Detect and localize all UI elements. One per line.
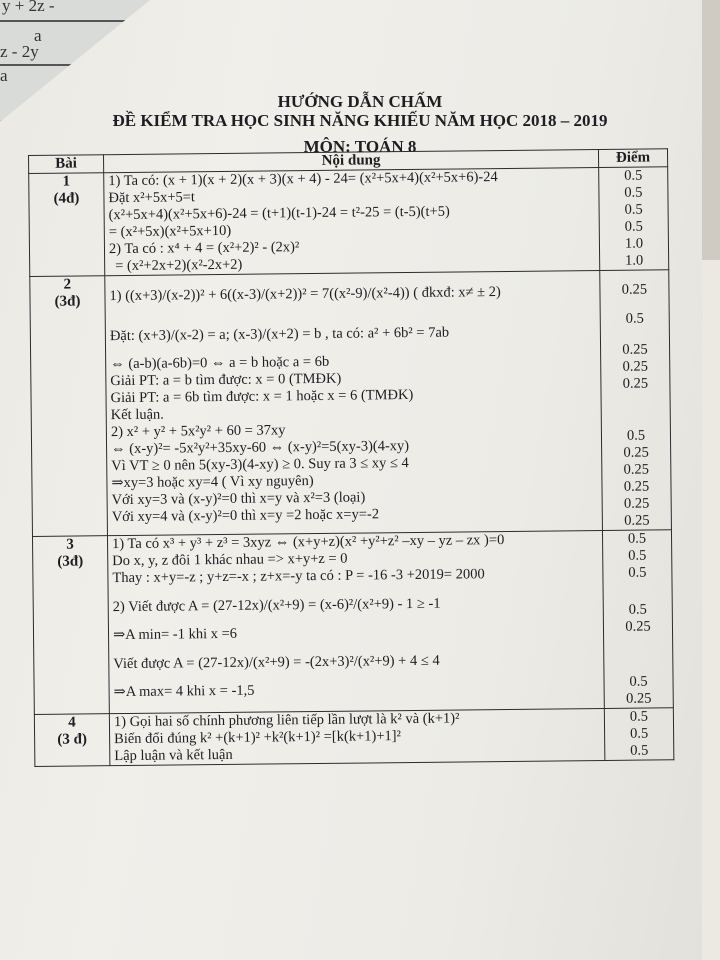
solution-line: ⇔ (x-y)²= -5x²y²+35xy-60 ⇔ (x-y)²=5(xy-3)(4-xy)	[111, 438, 410, 458]
solution-content	[109, 708, 605, 765]
solution-line: Đặt x²+5x+5=t	[108, 189, 196, 207]
table-row-bai-2	[30, 270, 672, 537]
points-value: 0.5	[624, 184, 643, 201]
points-value: 0.5	[624, 201, 643, 218]
points-value: 0.25	[623, 444, 649, 461]
solution-line: Lập luận và kết luận	[114, 746, 233, 765]
solution-line: ⇒A max= 4 khi x = -1,5	[113, 682, 255, 701]
solution-line: (x²+5x+4)(x²+5x+6)-24 = (t+1)(t-1)-24 = t²-25 = (t-5)(t+5)	[108, 203, 450, 224]
solution-line: ⇒xy=3 hoặc xy=4 ( Vì xy nguyên)	[111, 473, 314, 492]
points-cell	[599, 167, 669, 271]
doc-subtitle: ĐỀ KIỂM TRA HỌC SINH NĂNG KHIẾU NĂM HỌC 2018 – 2019	[112, 111, 608, 130]
problem-number-cell	[30, 276, 108, 537]
solution-line: Viết được A = (27-12x)/(x²+9) = -(2x+3)²/(x²+9) + 4 ≤ 4	[113, 652, 440, 673]
solution-line: Đặt: (x+3)/(x-2) = a; (x-3)/(x+2) = b , ta có: a² + 6b² = 7ab	[109, 324, 450, 345]
points-value: 0.5	[628, 564, 647, 581]
problem-max-points: (3đ)	[54, 293, 81, 310]
points-value: 0.5	[624, 167, 643, 184]
points-value: 0.25	[621, 281, 648, 298]
table-row-bai-1	[29, 167, 669, 277]
fragment-text: z - 2y	[0, 42, 39, 61]
solution-line: Giải PT: a = b tìm được: x = 0 (TMĐK)	[110, 370, 342, 390]
col-header-diem: Điểm	[598, 149, 667, 168]
col-header-noi-dung: Nội dung	[104, 150, 599, 173]
solution-line: Biến đổi đúng k² +(k+1)² +k²(k+1)² =[k(k+1)+1]²	[114, 728, 401, 748]
problem-number: 1	[62, 173, 71, 190]
solution-line: 2) Viết được A = (27-12x)/(x²+9) = (x-6)²/(x²+9) - 1 ≥ -1	[112, 595, 441, 616]
solution-line: 1) Ta có x³ + y³ + z³ = 3xyz ⇔ (x+y+z)(x² +y²+z² –xy – yz – zx )=0	[111, 532, 505, 553]
doc-subject: MÔN: TOÁN 8	[303, 137, 417, 156]
solution-line: Thay : x+y=-z ; y+z=-x ; z+x=-y ta có : P = -16 -3 +2019= 2000	[112, 566, 485, 587]
problem-max-points: (4đ)	[53, 190, 80, 207]
points-cell	[602, 530, 673, 709]
solution-line: Kết luận.	[110, 406, 164, 424]
points-value: 0.5	[626, 427, 646, 444]
solution-line: ⇒A min= -1 khi x =6	[112, 625, 238, 644]
problem-max-points: (3 đ)	[57, 731, 88, 748]
points-value: 0.5	[630, 742, 649, 759]
points-value: 0.5	[628, 601, 647, 618]
solution-line: 1) ((x+3)/(x-2))² + 6((x-3)/(x+2))² = 7((x²-9)/(x²-4)) ( đkxđ: x≠ ± 2)	[109, 284, 501, 305]
problem-number: 3	[66, 536, 74, 553]
solution-line: = (x²+2x+2)(x²-2x+2)	[115, 256, 243, 275]
points-value: 0.5	[627, 530, 647, 547]
solution-line: 1) Gọi hai số chính phương liên tiếp lần lượt là k² và (k+1)²	[113, 710, 460, 731]
points-value: 0.25	[625, 690, 652, 707]
points-cell	[604, 708, 674, 761]
problem-number: 2	[63, 276, 72, 293]
solution-content	[104, 168, 600, 276]
doc-title: HƯỚNG DẪN CHẤM	[277, 92, 443, 111]
solution-line: Vì VT ≥ 0 nên 5(xy-3)(4-xy) ≥ 0. Suy ra 3 ≤ xy ≤ 4	[111, 455, 409, 475]
solution-line: 2) Ta có : x⁴ + 4 = (x²+2)² - (2x)²	[108, 239, 300, 258]
problem-max-points: (3đ)	[57, 553, 84, 570]
solution-line: Giải PT: a = 6b tìm được: x = 1 hoặc x = 6 (TMĐK)	[110, 386, 414, 407]
points-value: 0.5	[625, 310, 644, 327]
answer-key-table	[28, 148, 674, 767]
fragment-text: a	[34, 26, 42, 45]
table-row-bai-4	[34, 708, 674, 767]
points-value: 0.25	[623, 461, 650, 478]
solution-line: 2) x² + y² + 5x²y² + 60 = 37xy	[110, 422, 286, 441]
points-value: 0.25	[624, 512, 650, 529]
points-value: 0.25	[623, 495, 650, 512]
solution-line: = (x²+5x)(x²+5x+10)	[108, 222, 232, 241]
solution-line: ⇔ (a-b)(a-6b)=0 ⇔ a = b hoặc a = 6b	[110, 353, 330, 373]
col-header-bai: Bài	[29, 155, 104, 174]
divider	[0, 20, 140, 22]
solution-line: 1) Ta có: (x + 1)(x + 2)(x + 3)(x + 4) - 24= (x²+5x+4)(x²+5x+6)-24	[108, 169, 498, 190]
solution-line: Do x, y, z đôi 1 khác nhau => x+y+z = 0	[112, 550, 348, 570]
points-value: 0.25	[625, 618, 651, 635]
points-value: 0.5	[629, 708, 649, 725]
points-value: 0.25	[622, 375, 649, 392]
problem-number-cell	[34, 714, 110, 767]
solution-content	[107, 531, 604, 714]
fragment-text: a	[0, 66, 8, 85]
points-value: 0.25	[622, 341, 648, 358]
problem-number-cell	[32, 536, 109, 715]
solution-line: Với xy=3 và (x-y)²=0 thì x=y và x²=3 (loại)	[111, 489, 366, 509]
solution-content	[105, 271, 603, 536]
problem-number-cell	[29, 173, 105, 277]
points-value: 0.25	[623, 478, 650, 495]
points-value: 0.5	[629, 725, 649, 742]
points-value: 0.5	[629, 673, 648, 690]
solution-line: Với xy=4 và (x-y)²=0 thì x=y =2 hoặc x=y=-2	[111, 506, 380, 526]
points-value: 0.5	[624, 218, 643, 235]
points-value: 0.25	[622, 358, 649, 375]
points-value: 1.0	[624, 252, 644, 269]
points-value: 0.5	[628, 547, 647, 564]
points-value: 1.0	[624, 235, 644, 252]
problem-number: 4	[68, 714, 76, 731]
points-cell	[600, 270, 672, 531]
fragment-text: y + 2z -	[2, 0, 55, 15]
table-row-bai-3	[32, 530, 673, 715]
